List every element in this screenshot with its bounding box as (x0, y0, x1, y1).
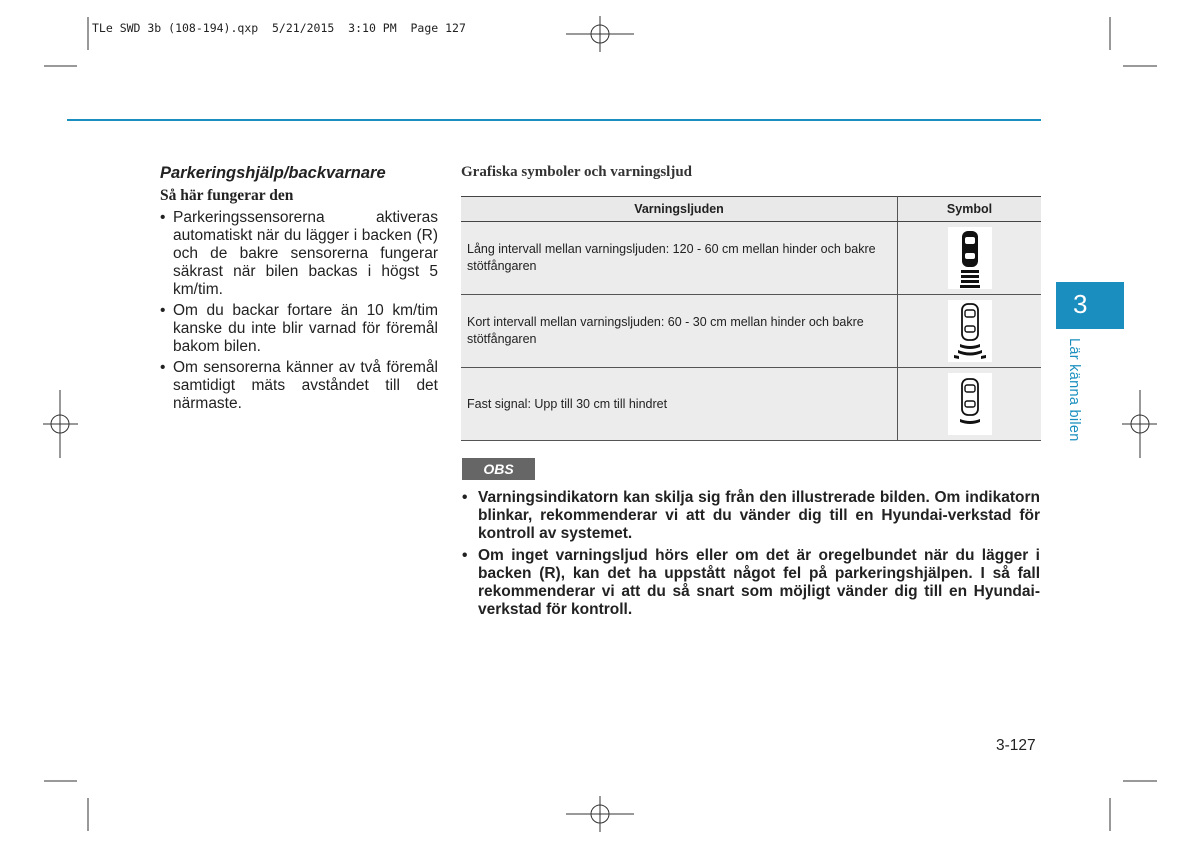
list-item: • Parkeringssensorerna aktiveras automatiskt när du lägger i backen (R) och de bakre sensorerna fungerar säkrast när bilen backas i högst 5 km/tim. (160, 209, 438, 299)
obs-badge: OBS (462, 458, 535, 480)
note-item: • Varningsindikatorn kan skilja sig från den illustrerade bilden. Om indikatorn blinkar, rekommenderar vi att du vänder dig till en Hyundai-verkstad för kontroll av systemet. (461, 489, 1040, 543)
section-title: Parkeringshjälp/backvarnare (160, 164, 386, 182)
chapter-tab (1056, 282, 1124, 329)
table-row (461, 368, 1041, 441)
operation-list (160, 209, 438, 413)
symbol-table (461, 196, 1041, 441)
table-cell-symbol (898, 222, 1042, 295)
car-rear-sensor-far-icon (948, 227, 992, 289)
header-rule (67, 119, 1041, 121)
table-header-row (461, 197, 1041, 222)
section-subtitle: Så här fungerar den (160, 187, 294, 204)
car-rear-sensor-mid-icon (948, 300, 992, 362)
table-cell-description: Lång intervall mellan varningsljuden: 120 - 60 cm mellan hinder och bakre stötfångaren (461, 222, 898, 295)
table-row (461, 295, 1041, 368)
table-cell-description: Fast signal: Upp till 30 cm till hindret (461, 368, 898, 441)
chapter-label-container (1066, 338, 1086, 448)
table-cell-symbol (898, 368, 1042, 441)
table-row (461, 222, 1041, 295)
table-cell-symbol (898, 295, 1042, 368)
page-number: 3-127 (996, 737, 1036, 754)
list-item: • Om sensorerna känner av två föremål samtidigt mäts avståndet till det närmaste. (160, 359, 438, 413)
column-header-symbol: Symbol (898, 197, 1042, 222)
left-column (160, 164, 438, 416)
note-item: • Om inget varningsljud hörs eller om det är oregelbundet när du lägger i backen (R), kan det ha uppstått något fel på parkeringshjälpen. I så fall rekommenderar vi att du så snart som möjligt vänder dig till en Hyundai-verkstad för kontroll. (461, 547, 1040, 619)
chapter-number: 3 (1073, 289, 1088, 319)
print-slug-line: TLe SWD 3b (108-194).qxp 5/21/2015 3:10 PM Page 127 (92, 21, 466, 35)
list-item: • Om du backar fortare än 10 km/tim kanske du inte blir varnad för föremål bakom bilen. (160, 302, 438, 356)
car-rear-sensor-near-icon (948, 373, 992, 435)
chapter-label: Lär känna bilen (1066, 338, 1082, 442)
table-cell-description: Kort intervall mellan varningsljuden: 60 - 30 cm mellan hinder och bakre stötfångaren (461, 295, 898, 368)
column-header-sounds: Varningsljuden (461, 197, 898, 222)
obs-notes (461, 489, 1040, 623)
table-title: Grafiska symboler och varningsljud (461, 164, 692, 180)
